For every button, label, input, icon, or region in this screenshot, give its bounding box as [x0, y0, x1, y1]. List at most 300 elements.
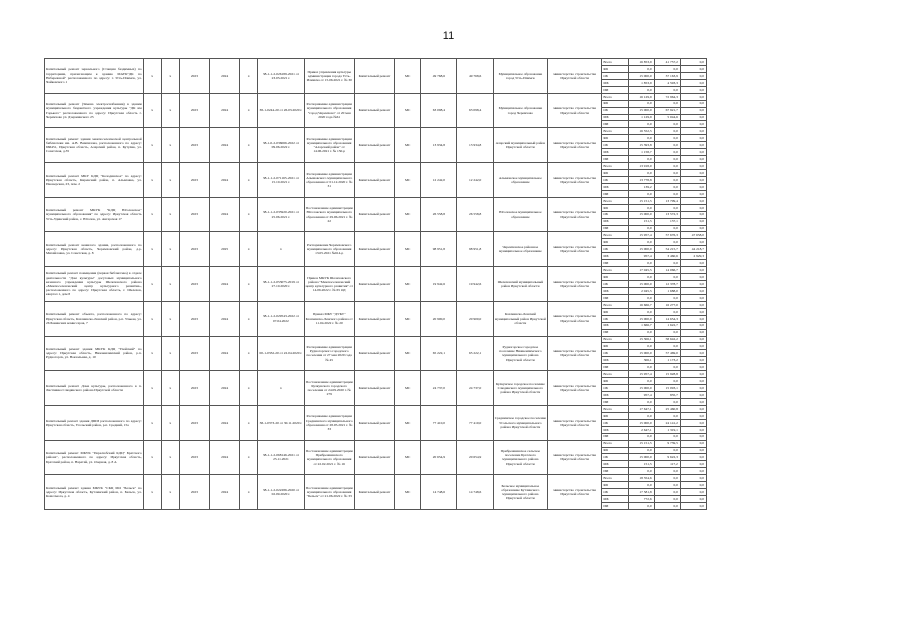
funding-amount: 0,0 [654, 496, 680, 503]
funding-amount: 15 000,0 [628, 107, 654, 114]
funding-amount: 0,0 [654, 398, 680, 405]
funding-amount: 0,0 [680, 86, 706, 93]
funding-amount: 0,0 [628, 378, 654, 385]
funding-amount: 0,0 [680, 267, 706, 274]
recipient-municipality: Муниципальное образование город Усть-Илимск [493, 59, 547, 94]
funding-amount: 0,0 [680, 440, 706, 447]
funding-source: МБ [602, 461, 628, 468]
funding-amount: 0,0 [654, 239, 680, 246]
funding-amount: 0,0 [654, 447, 680, 454]
funding-source: МБ [602, 114, 628, 121]
funding-source: ОБ [602, 454, 628, 461]
funding-amount: 0,0 [680, 121, 706, 128]
object-name: Капитальный ремонт здания МКУК КДЦ "Улейский" по адресу: Иркутская область, Нижнеилимский район, р.п. Рудногорск, ул. Вокзальная, д. 10 [45, 336, 144, 371]
col-x: х [143, 440, 161, 475]
remaining-cost: 13 934,8 [457, 128, 493, 163]
funding-amount: 0,0 [654, 364, 680, 371]
funding-source: МБ [602, 183, 628, 190]
funding-amount: 0,0 [680, 336, 706, 343]
ownership-level: МС [395, 336, 421, 371]
decision-document: Распоряжение администрации Среднинского муниципального образования от 28.05.2021 г. № 33 [304, 405, 354, 440]
funding-amount: 0,0 [680, 176, 706, 183]
funding-amount: 0,0 [654, 163, 680, 170]
funding-source: ФБ [602, 482, 628, 489]
funding-amount: 16 666,7 [628, 301, 654, 308]
end-year: 2024 [210, 440, 240, 475]
funding-amount: 0,0 [654, 475, 680, 482]
funding-source: ИИ [602, 260, 628, 267]
funding-amount: 0,0 [654, 149, 680, 156]
funding-amount: 4 593,3 [654, 79, 680, 86]
funding-amount: 0,0 [654, 100, 680, 107]
funding-source: МБ [602, 287, 628, 294]
object-name: Капитальный ремонт здания МКУК "СКЦ МО "Бельск" по адресу: Иркутская область, Кутлинский район, п. Бельск, ул. Комсомола, д. 4 [45, 475, 144, 510]
funding-source: ИИ [602, 503, 628, 510]
object-name: Капитальный ремонт (Замена электроснабжения) в здании муниципального бюджетного учреждения культуры "ДК им Горького" расположенного по адресу: Иркутская область г. Черемхово ул. Дзержинского 25 [45, 93, 144, 128]
col-x: х [143, 232, 161, 267]
col-x: х [143, 163, 161, 198]
estimated-cost: 20 900,0 [421, 301, 457, 336]
funding-amount: 0,0 [680, 135, 706, 142]
end-year: 2025 [210, 232, 240, 267]
estimated-cost: 13 934,8 [421, 128, 457, 163]
work-type: Капитальный ремонт [354, 163, 394, 198]
ownership-level: МС [395, 59, 421, 94]
expertise-number: 38-1-1-2-026189-2021 от 23.03.2021 г. [258, 59, 304, 94]
funding-amount: 0,0 [680, 496, 706, 503]
col-x: х [240, 301, 258, 336]
recipient-municipality: Казачинско-Ленский муниципальный район Иркутской области [493, 301, 547, 336]
col-x: х [161, 93, 179, 128]
funding-source: Всего [602, 197, 628, 204]
table-row [45, 59, 854, 66]
funding-amount: 15 000,0 [628, 419, 654, 426]
object-name: Капитальный ремонт здания ДШИ расположенного по адресу: Иркутская область, Усольский район, р.п. Средний, 15а [45, 405, 144, 440]
start-year: 2023 [179, 371, 209, 406]
funding-source: Всего [602, 336, 628, 343]
object-name: Капитальный ремонт МКУК "КДЦ Юголокское" муниципального образования" по адресу: Иркутская область Усть-Удинский район, с. Юголок, ул. Ангарская 17 [45, 197, 144, 232]
col-x: х [143, 301, 161, 336]
funding-amount: 0,0 [654, 183, 680, 190]
funding-amount: 0,0 [680, 204, 706, 211]
end-year: 2024 [210, 128, 240, 163]
funding-amount: 0,0 [680, 197, 706, 204]
remaining-cost: 14 748,6 [457, 475, 493, 510]
funding-source: Всего [602, 405, 628, 412]
funding-source: ИИ [602, 329, 628, 336]
ownership-level: МС [395, 93, 421, 128]
funding-source: ИИ [602, 433, 628, 440]
responsible-ministry: министерство строительства Иркутской области [548, 232, 602, 267]
object-name: Капитальный ремонт МКУ КДЦ "Колодинское" по адресу: Иркутская область, Киренский район, п. Алымовка, ул. Пионерская, 23, пом. 2 [45, 163, 144, 198]
ownership-level: МС [395, 163, 421, 198]
col-x: х [161, 197, 179, 232]
decision-document: Постановление администрации муниципального образования "Бельск" от 21.06.2022 г. № 33 [304, 475, 354, 510]
col-x: х [161, 59, 179, 94]
estimated-cost: 63 098,4 [421, 93, 457, 128]
expertise-number: 38-1-1-2-029543-2022 от 07.04.2022 [258, 301, 304, 336]
funding-amount: 15 093,1 [654, 385, 680, 392]
col-x: х [143, 128, 161, 163]
responsible-ministry: министерство строительства Иркутской области [548, 301, 602, 336]
decision-document: Приказ МКУ "ДУКТ" Казачинско-Ленского района от 11.04.2022 г. № 20 [304, 301, 354, 336]
table-row [45, 440, 854, 447]
remaining-cost: 24 737,0 [457, 371, 493, 406]
expertise-number: 38-1-0-2-036066-2022 от 09.06.2022 г. [258, 128, 304, 163]
funding-amount: 0,0 [680, 100, 706, 107]
funding-amount: 1 158,7 [628, 149, 654, 156]
funding-amount: 0,0 [654, 412, 680, 419]
table-row [45, 267, 854, 274]
ownership-level: МС [395, 440, 421, 475]
work-type: Капитальный ремонт [354, 405, 394, 440]
funding-source: Всего [602, 93, 628, 100]
funding-source: МБ [602, 357, 628, 364]
estimated-cost: 65 222,1 [421, 336, 457, 371]
col-x: х [143, 267, 161, 302]
funding-amount: 16 552,5 [628, 128, 654, 135]
funding-source: МБ [602, 496, 628, 503]
funding-amount: 0,0 [680, 371, 706, 378]
funding-amount: 0,0 [680, 211, 706, 218]
col-x: х [240, 59, 258, 94]
funding-amount: 0,0 [628, 433, 654, 440]
funding-amount: 0,0 [680, 218, 706, 225]
funding-amount: 0,0 [654, 121, 680, 128]
decision-document: Приказ МКУК Шелеховского района "Межпоселенческий центр культурного развития" от 14.06.2022 г. № 65 ОД [304, 267, 354, 302]
work-type: Капитальный ремонт [354, 128, 394, 163]
funding-amount: 0,0 [628, 294, 654, 301]
start-year: 2023 [179, 475, 209, 510]
funding-amount: 18 354,6 [628, 475, 654, 482]
funding-amount: 0,0 [680, 322, 706, 329]
funding-source: МБ [602, 79, 628, 86]
end-year: 2024 [210, 301, 240, 336]
funding-amount: 0,0 [680, 274, 706, 281]
funding-source: ФБ [602, 447, 628, 454]
funding-amount: 0,0 [680, 447, 706, 454]
remaining-cost: 20 900,0 [457, 301, 493, 336]
funding-amount: 0,0 [680, 315, 706, 322]
start-year: 2023 [179, 128, 209, 163]
funding-amount: 15 393,8 [628, 142, 654, 149]
funding-amount: 1 173,2 [654, 357, 680, 364]
funding-amount: 0,0 [680, 357, 706, 364]
decision-document: Распоряжение администрации Алымовского муниципального образования от 01.12.2020 г. № 31 [304, 163, 354, 198]
funding-amount: 0,0 [628, 121, 654, 128]
table-row [45, 232, 854, 239]
funding-amount: 17 647,1 [628, 405, 654, 412]
funding-amount: 0,0 [654, 128, 680, 135]
col-x: х [240, 267, 258, 302]
funding-amount: 12 378,7 [654, 281, 680, 288]
ownership-level: МС [395, 475, 421, 510]
responsible-ministry: министерство строительства Иркутской области [548, 59, 602, 94]
funding-amount: 0,0 [628, 100, 654, 107]
work-type: Капитальный ремонт [354, 59, 394, 94]
funding-amount: 0,0 [680, 412, 706, 419]
funding-amount: 0,0 [654, 489, 680, 496]
funding-amount: 0,0 [654, 433, 680, 440]
funding-source: ФБ [602, 170, 628, 177]
col-x: х [143, 405, 161, 440]
funding-amount: 0,0 [654, 142, 680, 149]
funding-source: Всего [602, 232, 628, 239]
responsible-ministry: министерство строительства Иркутской области [548, 440, 602, 475]
ownership-level: МС [395, 371, 421, 406]
funding-amount: 0,0 [654, 156, 680, 163]
decision-document: Постановление администрации Юголокского муниципального образования от 29.06.2021 г. № 22 [304, 197, 354, 232]
work-type: Капитальный ремонт [354, 267, 394, 302]
estimated-cost: 14 748,6 [421, 475, 457, 510]
funding-amount: 0,0 [680, 489, 706, 496]
funding-amount: 0,0 [654, 86, 680, 93]
funding-amount: 13 778,8 [628, 176, 654, 183]
funding-amount: 0,0 [654, 308, 680, 315]
expertise-number: х [258, 371, 304, 406]
funding-amount: 15 000,0 [628, 350, 654, 357]
capital-repair-table [44, 58, 854, 510]
estimated-cost: 12 242,0 [421, 163, 457, 198]
table-row [45, 93, 854, 100]
col-x: х [143, 197, 161, 232]
responsible-ministry: министерство строительства Иркутской области [548, 163, 602, 198]
funding-amount: 0,0 [680, 482, 706, 489]
funding-amount: 15 000,0 [628, 72, 654, 79]
work-type: Капитальный ремонт [354, 371, 394, 406]
funding-amount: 0,0 [680, 142, 706, 149]
funding-amount: 0,0 [680, 183, 706, 190]
funding-source: ФБ [602, 135, 628, 142]
funding-amount: 0,0 [680, 72, 706, 79]
funding-source: ФБ [602, 308, 628, 315]
funding-amount: 0,0 [628, 239, 654, 246]
funding-amount: 0,0 [628, 65, 654, 72]
funding-source: ОБ [602, 142, 628, 149]
remaining-cost: 26 558,8 [457, 197, 493, 232]
funding-amount: 72 964,3 [654, 93, 680, 100]
decision-document: Распоряжение администрации муниципального образования "город Черемхово" от 20 мая 2020 года №61 [304, 93, 354, 128]
funding-amount: 41 757,2 [654, 59, 680, 66]
funding-amount: 0,0 [628, 447, 654, 454]
col-x: х [161, 232, 179, 267]
funding-amount: 47 658,0 [680, 232, 706, 239]
estimated-cost: 49 768,6 [421, 59, 457, 94]
funding-amount: 16 129,9 [628, 93, 654, 100]
col-x: х [161, 301, 179, 336]
estimated-cost: 19 942,6 [421, 267, 457, 302]
funding-amount: 67 921,7 [654, 107, 680, 114]
funding-amount: 0,0 [680, 475, 706, 482]
funding-amount: 151,5 [628, 461, 654, 468]
funding-amount: 3 460,6 [654, 253, 680, 260]
funding-amount: 16 853,9 [628, 59, 654, 66]
funding-amount: 57 469,0 [654, 350, 680, 357]
funding-amount: 0,0 [654, 294, 680, 301]
funding-source: Всего [602, 371, 628, 378]
funding-source: ОБ [602, 107, 628, 114]
funding-source: ФБ [602, 204, 628, 211]
funding-amount: 0,0 [680, 343, 706, 350]
object-name: Капитальный ремонт зеркального (Станция бездимных) по территориям, прилегающим к зданию МАУК"ДК по Набережной" расположенного по адресу: г. Усть-Илимск, ул. Чайковского 1 [45, 59, 144, 94]
funding-amount: 15 000,0 [628, 385, 654, 392]
col-x: х [240, 93, 258, 128]
end-year: 2024 [210, 405, 240, 440]
funding-amount: 1 129,9 [628, 114, 654, 121]
col-x: х [143, 336, 161, 371]
work-type: Капитальный ремонт [354, 232, 394, 267]
table-row [45, 475, 854, 482]
funding-amount: 0,0 [654, 225, 680, 232]
funding-amount: 0,0 [654, 260, 680, 267]
col-x: х [161, 267, 179, 302]
funding-amount: 14 654,3 [654, 315, 680, 322]
recipient-municipality: Аларский муниципальный район Иркутской области [493, 128, 547, 163]
funding-amount: 15 957,4 [628, 371, 654, 378]
work-type: Капитальный ремонт [354, 301, 394, 336]
funding-amount: 1 688,0 [654, 287, 680, 294]
funding-amount: 13 709,4 [654, 197, 680, 204]
ownership-level: МС [395, 232, 421, 267]
table-row [45, 301, 854, 308]
funding-amount: 15 928,8 [654, 371, 680, 378]
funding-source: МБ [602, 392, 628, 399]
end-year: 2024 [210, 197, 240, 232]
funding-amount: 0,0 [654, 176, 680, 183]
funding-source: ИИ [602, 225, 628, 232]
funding-amount: 0,0 [680, 260, 706, 267]
funding-amount: 37 163,9 [654, 72, 680, 79]
ownership-level: МС [395, 267, 421, 302]
funding-source: ИИ [602, 294, 628, 301]
funding-source: МБ [602, 322, 628, 329]
funding-amount: 1 319,1 [654, 426, 680, 433]
expertise-number: х [258, 232, 304, 267]
col-x: х [143, 93, 161, 128]
funding-amount: 0,0 [680, 385, 706, 392]
funding-amount: 15 000,0 [628, 315, 654, 322]
funding-amount: 25 460,8 [654, 405, 680, 412]
funding-source: ИИ [602, 190, 628, 197]
funding-source: Всего [602, 440, 628, 447]
funding-amount: 0,0 [654, 378, 680, 385]
funding-amount: 2 929,3 [680, 253, 706, 260]
responsible-ministry: министерство строительства Иркутской области [548, 128, 602, 163]
funding-amount: 0,0 [628, 156, 654, 163]
funding-amount: 0,0 [680, 503, 706, 510]
funding-amount: 0,0 [680, 107, 706, 114]
funding-amount: 0,0 [680, 281, 706, 288]
funding-amount: 0,0 [680, 79, 706, 86]
table-row [45, 336, 854, 343]
funding-source: ФБ [602, 239, 628, 246]
col-x: х [240, 197, 258, 232]
ownership-level: МС [395, 405, 421, 440]
recipient-municipality: Шелеховский муниципальный район Иркутской области [493, 267, 547, 302]
funding-amount: 0,0 [628, 170, 654, 177]
funding-amount: 0,0 [680, 426, 706, 433]
estimated-cost: 24 737,0 [421, 371, 457, 406]
funding-amount: 15 000,0 [628, 454, 654, 461]
object-name: Капитальный ремонт объекта, расположенного по адресу: Иркутская область, Казачинско-Ленский район, р.п. Улькан, ул. 26 Бакинских комиссаров, 7 [45, 301, 144, 336]
decision-document: Распоряжение Черемховского муниципального образования 13.05.2021 №614-р [304, 232, 354, 267]
end-year: 2024 [210, 163, 240, 198]
col-x: х [240, 440, 258, 475]
funding-amount: 1 853,9 [628, 79, 654, 86]
funding-amount: 0,0 [628, 204, 654, 211]
funding-amount: 0,0 [680, 329, 706, 336]
funding-source: ФБ [602, 274, 628, 281]
funding-source: ОБ [602, 350, 628, 357]
funding-amount: 0,0 [628, 260, 654, 267]
funding-source: ОБ [602, 72, 628, 79]
funding-amount: 0,0 [654, 343, 680, 350]
responsible-ministry: министерство строительства Иркутской области [548, 405, 602, 440]
funding-amount: 0,0 [680, 468, 706, 475]
start-year: 2023 [179, 163, 209, 198]
decision-document: Распоряжение администрации Рудногорского городского поселения от 27 мая 2020 года № 45 [304, 336, 354, 371]
remaining-cost: 20 654,9 [457, 440, 493, 475]
end-year: 2024 [210, 371, 240, 406]
start-year: 2023 [179, 405, 209, 440]
funding-amount: 0,0 [628, 86, 654, 93]
funding-amount: 0,0 [680, 398, 706, 405]
remaining-cost: 98 951,8 [457, 232, 493, 267]
funding-amount: 0,0 [654, 468, 680, 475]
col-x: х [240, 405, 258, 440]
remaining-cost: 12 242,0 [457, 163, 493, 198]
object-name: Капитальный ремонт МКУК "Перелюбский КДЦ" Братского района", расположенного по адресу: Иркутская область, Братский район, п. Наратай, ул. Озерная, д. 8 А [45, 440, 144, 475]
recipient-municipality: Черемховское районное муниципальное образование [493, 232, 547, 267]
col-x: х [143, 59, 161, 94]
funding-amount: 0,0 [680, 433, 706, 440]
start-year: 2023 [179, 197, 209, 232]
funding-source: Всего [602, 475, 628, 482]
table-row [45, 128, 854, 135]
funding-amount: 0,0 [654, 329, 680, 336]
funding-amount: 957,4 [628, 392, 654, 399]
funding-amount: 0,0 [680, 392, 706, 399]
funding-amount: 139,2 [628, 183, 654, 190]
funding-amount: 0,0 [628, 329, 654, 336]
funding-source: ОБ [602, 315, 628, 322]
funding-amount: 0,0 [628, 308, 654, 315]
funding-amount: 0,0 [628, 343, 654, 350]
funding-amount: 0,0 [628, 503, 654, 510]
funding-amount: 17 045,5 [628, 267, 654, 274]
object-name: Капитальный ремонт Дома культуры, расположенного в п. Листвянка Слюдянского района Иркутской области [45, 371, 144, 406]
funding-amount: 0,0 [654, 204, 680, 211]
col-x: х [240, 336, 258, 371]
funding-amount: 0,0 [680, 149, 706, 156]
funding-amount: 0,0 [680, 364, 706, 371]
recipient-municipality: Рудногорское городское поселение Нижнеилимского муниципального района Иркутской области [493, 336, 547, 371]
object-name: Капитальный ремонт помещения (первая библиотека) в отделе деятельности "Дом культуры" досуговых муниципального казенного учреждения культуры Шелеховского района «Межпоселенческий центр культурного развития», расположенного по адресу: Иркутская область, г. Шелехов, квартал 1, дом 8 [45, 267, 144, 302]
funding-source: МБ [602, 218, 628, 225]
funding-source: ИИ [602, 121, 628, 128]
table-row [45, 371, 854, 378]
funding-amount: 15 306,1 [628, 336, 654, 343]
funding-amount: 17 581,8 [628, 489, 654, 496]
funding-source: Всего [602, 59, 628, 66]
funding-amount: 0,0 [680, 301, 706, 308]
funding-amount: 0,0 [680, 454, 706, 461]
funding-source: ФБ [602, 412, 628, 419]
page-number: 11 [442, 30, 455, 42]
remaining-cost: 65 222,1 [457, 336, 493, 371]
recipient-municipality: Алымовское муниципальное образование [493, 163, 547, 198]
funding-source: ФБ [602, 100, 628, 107]
